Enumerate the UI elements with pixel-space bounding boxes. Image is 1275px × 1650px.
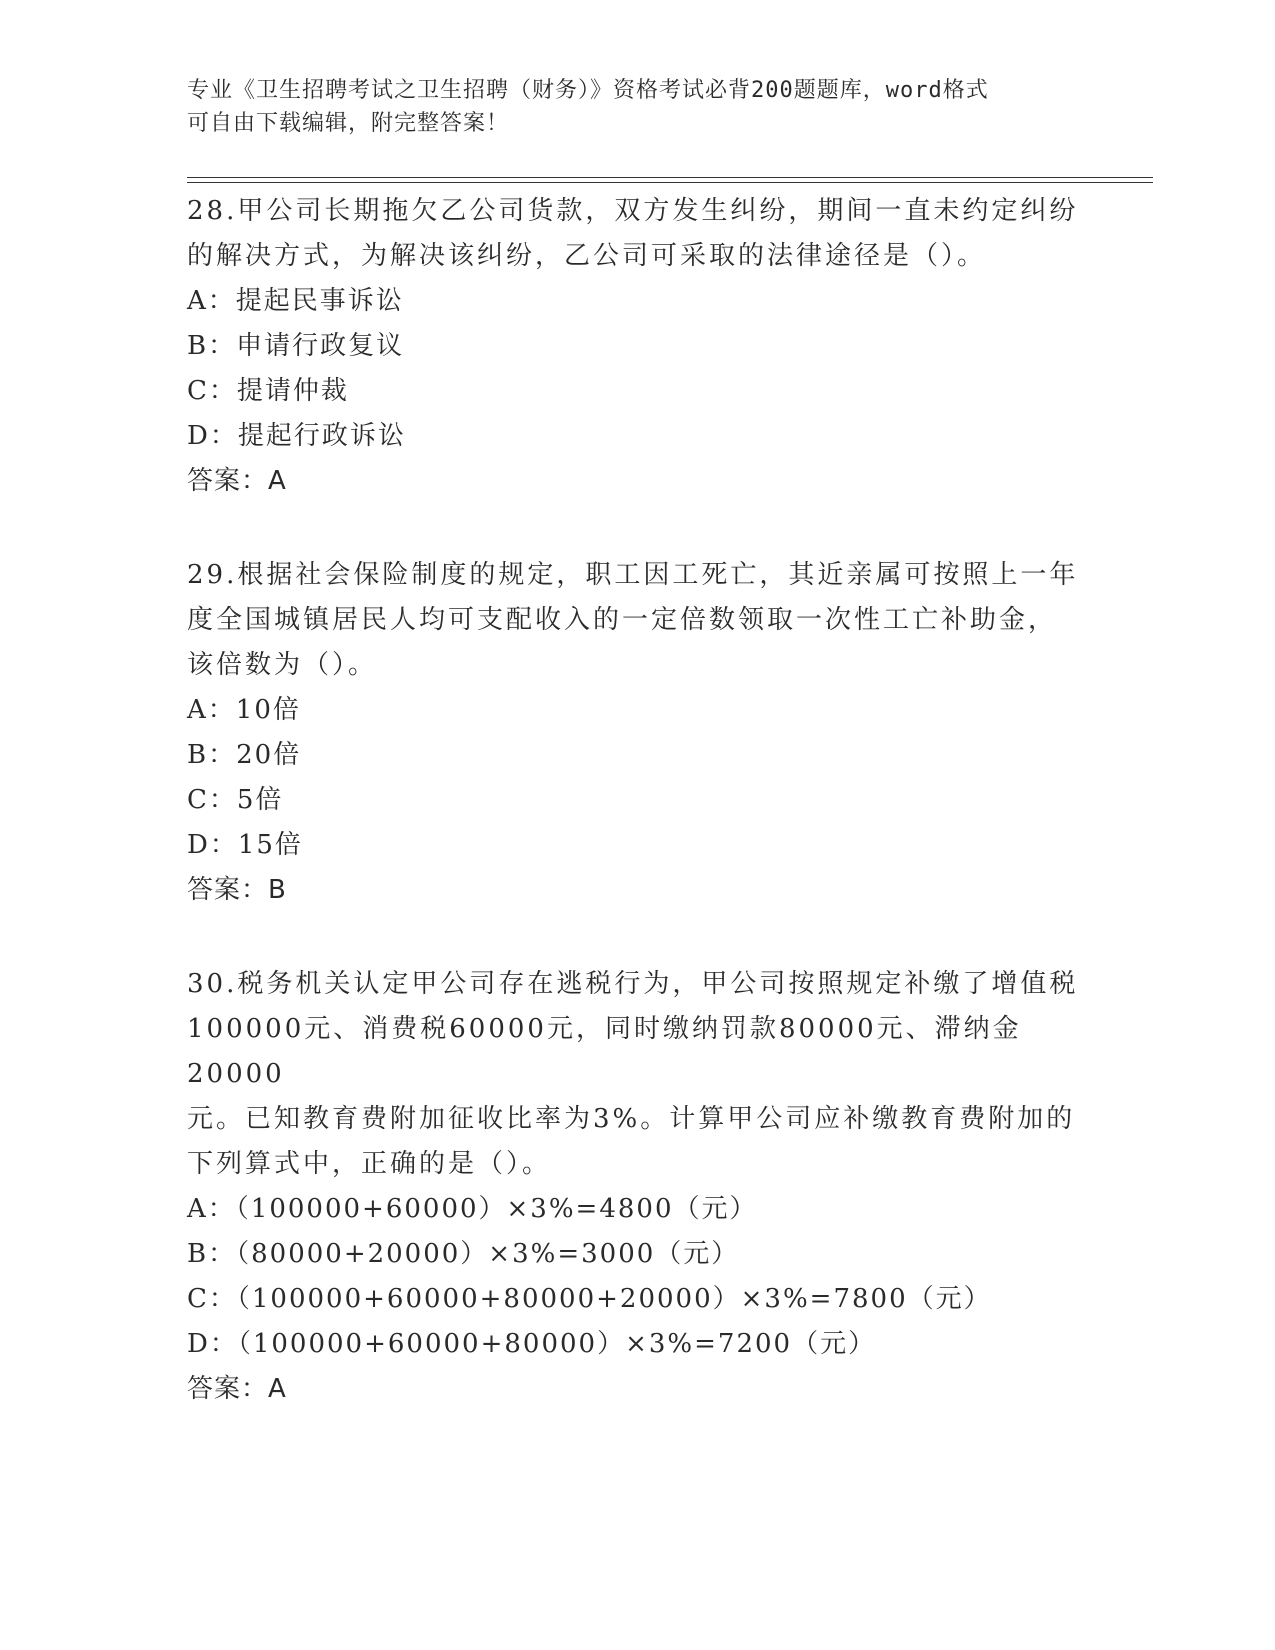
question-stem-line: 的解决方式，为解决该纠纷，乙公司可采取的法律途径是（）。 [187,241,987,271]
question-stem-line: 100000元、消费税60000元，同时缴纳罚款80000元、滞纳金20000 [187,1014,1022,1089]
option-c: C：提请仲裁 [187,376,349,406]
question-stem-line: 该倍数为（）。 [187,650,378,680]
option-c: C：5倍 [187,785,284,815]
option-a: A：10倍 [187,695,301,725]
question-29 [187,553,1087,913]
option-a: A：（100000+60000）×3%=4800（元） [187,1194,758,1224]
option-d: D：15倍 [187,830,303,860]
option-b: B：（80000+20000）×3%=3000（元） [187,1239,740,1269]
document-header [187,74,1067,140]
option-a: A：提起民事诉讼 [187,286,404,316]
option-b: B：申请行政复议 [187,331,405,361]
question-stem-line: 29.根据社会保险制度的规定，职工因工死亡，其近亲属可按照上一年 [187,560,1079,590]
option-b: B：20倍 [187,740,302,770]
answer-line: 答案：B [187,875,287,905]
question-stem-line: 元。已知教育费附加征收比率为3%。计算甲公司应补缴教育费附加的 [187,1104,1076,1134]
header-line-2: 可自由下载编辑，附完整答案！ [187,111,510,136]
question-stem-line: 下列算式中，正确的是（）。 [187,1149,552,1179]
header-divider-bottom [187,182,1153,183]
question-stem-line: 28.甲公司长期拖欠乙公司货款，双方发生纠纷，期间一直未约定纠纷 [187,196,1079,226]
question-stem-line: 30.税务机关认定甲公司存在逃税行为，甲公司按照规定补缴了增值税 [187,969,1079,999]
option-c: C：（100000+60000+80000+20000）×3%=7800（元） [187,1284,992,1314]
answer-line: 答案：A [187,1374,287,1404]
header-divider-top [187,177,1153,178]
question-28 [187,189,1087,504]
answer-line: 答案：A [187,466,287,496]
option-d: D：提起行政诉讼 [187,421,406,451]
header-line-1: 专业《卫生招聘考试之卫生招聘（财务）》资格考试必背200题题库，word格式 [187,78,989,103]
option-d: D：（100000+60000+80000）×3%=7200（元） [187,1329,877,1359]
question-30 [187,962,1087,1412]
question-stem-line: 度全国城镇居民人均可支配收入的一定倍数领取一次性工亡补助金， [187,605,1058,635]
